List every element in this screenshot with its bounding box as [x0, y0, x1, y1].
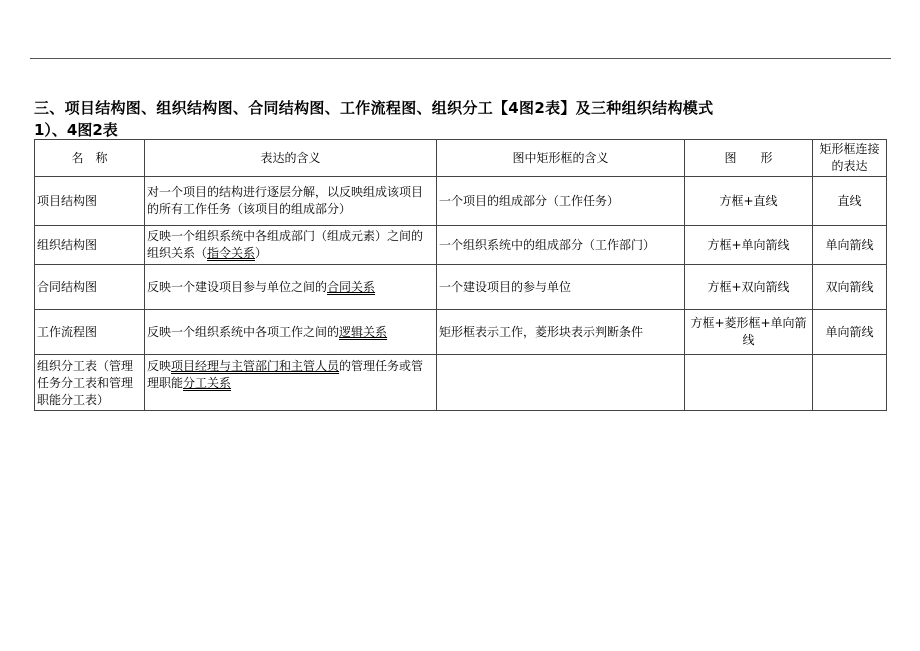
row-connector: 双向箭线 [813, 265, 887, 310]
header-meaning: 表达的含义 [145, 140, 437, 177]
underlined-term: 项目经理与主管部门和主管人员 [171, 359, 340, 373]
row-shape: 方框+双向箭线 [685, 265, 813, 310]
row-name: 项目结构图 [35, 177, 145, 226]
row-meaning: 反映一个建设项目参与单位之间的合同关系 [145, 265, 437, 310]
row-box-meaning: 一个组织系统中的组成部分（工作部门） [437, 226, 685, 265]
table-row [35, 310, 887, 355]
row-meaning: 反映项目经理与主管部门和主管人员的管理任务或管理职能分工关系 [145, 355, 437, 411]
row-meaning: 对一个项目的结构进行逐层分解，以反映组成该项目的所有工作任务（该项目的组成部分） [145, 177, 437, 226]
row-connector [813, 355, 887, 411]
table-row [35, 265, 887, 310]
table-row [35, 355, 887, 411]
header-shape: 图 形 [685, 140, 813, 177]
section-heading: 三、项目结构图、组织结构图、合同结构图、工作流程图、组织分工【4图2表】及三种组织结构模式 [34, 99, 714, 117]
header-box-meaning: 图中矩形框的含义 [437, 140, 685, 177]
row-meaning: 反映一个组织系统中各项工作之间的逻辑关系 [145, 310, 437, 355]
row-box-meaning: 一个建设项目的参与单位 [437, 265, 685, 310]
underlined-term: 指令关系 [207, 246, 256, 260]
header-connector: 矩形框连接的表达 [813, 140, 887, 177]
row-shape: 方框+单向箭线 [685, 226, 813, 265]
row-name: 组织结构图 [35, 226, 145, 265]
table-row [35, 226, 887, 265]
row-box-meaning: 矩形框表示工作，菱形块表示判断条件 [437, 310, 685, 355]
row-connector: 单向箭线 [813, 226, 887, 265]
row-box-meaning [437, 355, 685, 411]
row-meaning: 反映一个组织系统中各组成部门（组成元素）之间的组织关系（指令关系） [145, 226, 437, 265]
row-shape: 方框+直线 [685, 177, 813, 226]
row-shape: 方框+菱形框+单向箭线 [685, 310, 813, 355]
row-connector: 直线 [813, 177, 887, 226]
diagram-table [34, 139, 887, 411]
row-shape [685, 355, 813, 411]
table-row [35, 177, 887, 226]
subsection-heading: 1）、4图2表 [34, 121, 118, 139]
row-name: 工作流程图 [35, 310, 145, 355]
row-connector: 单向箭线 [813, 310, 887, 355]
underlined-term: 分工关系 [183, 376, 232, 390]
row-box-meaning: 一个项目的组成部分（工作任务） [437, 177, 685, 226]
table-header-row [35, 140, 887, 177]
top-rule [30, 58, 891, 59]
row-name: 组织分工表（管理任务分工表和管理职能分工表） [35, 355, 145, 411]
row-name: 合同结构图 [35, 265, 145, 310]
underlined-term: 逻辑关系 [339, 324, 388, 339]
underlined-term: 合同关系 [327, 279, 376, 294]
header-name: 名 称 [35, 140, 145, 177]
